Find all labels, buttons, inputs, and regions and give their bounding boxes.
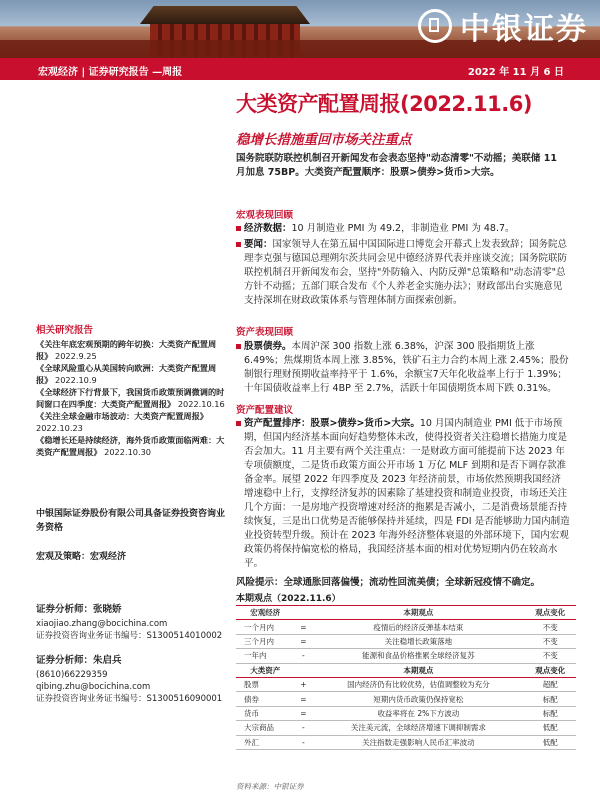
bullet-text: 国家领导人在第五届中国国际进口博览会开幕式上发表致辞；国务院总理李克强与德国总理朔尔茨共同会见中德经济界代表并座谈交流；国务院联防联控机制召开新闻发布会，坚持"外防输入、内防反弹"总策略和"动态清零"总方针不动摇；五部门联合发布《个人养老金实施办法》；财政部出台实施意见支持深圳在财政政策体系与管理体制方面探索创新。 bbox=[244, 239, 568, 306]
analyst-block bbox=[36, 655, 226, 705]
org-qualification: 中银国际证券股份有限公司具备证券投资咨询业务资格 bbox=[36, 509, 226, 533]
section-alloc-title: 资产配置建议 bbox=[236, 405, 294, 416]
related-report-date: 2022.9.25 bbox=[55, 351, 97, 361]
table-cell: 三个月内 bbox=[236, 634, 295, 648]
table-header-cell: 本期观点 bbox=[312, 606, 524, 620]
table-cell: 大宗商品 bbox=[236, 721, 295, 735]
table-cell: 低配 bbox=[525, 735, 577, 749]
related-report-title: 《稳增长还是持续经济，海外货币政策面临两难：大类资产配置周报》 bbox=[36, 435, 225, 457]
report-title: 大类资产配置周报(2022.11.6) bbox=[236, 92, 532, 116]
table-cell: 一个月内 bbox=[236, 620, 295, 634]
bullet-label: 资产配置排序：股票>债券>货币>大宗。 bbox=[244, 418, 420, 429]
table-cell: 疫情后的经济反弹基本结束 bbox=[312, 620, 524, 634]
table-row bbox=[236, 735, 576, 749]
table-cell: 低配 bbox=[525, 721, 577, 735]
report-category: 宏观经济 | 证券研究报告 —周报 bbox=[38, 67, 183, 78]
related-reports-title: 相关研究报告 bbox=[36, 325, 94, 336]
report-subtitle: 稳增长措施重回市场关注重点 bbox=[236, 132, 412, 148]
bullet-label: 经济数据： bbox=[244, 223, 292, 234]
section-macro-title: 宏观表现回顾 bbox=[236, 210, 294, 221]
table-cell: 不变 bbox=[525, 634, 577, 648]
related-report[interactable] bbox=[36, 338, 226, 362]
table-row bbox=[236, 692, 576, 706]
table-cell: 债券 bbox=[236, 692, 295, 706]
bank-logo-icon bbox=[418, 9, 452, 43]
table-cell: 超配 bbox=[525, 677, 577, 691]
related-report-date: 2022.10.9 bbox=[55, 375, 97, 385]
view-table-title: 本期观点（2022.11.6） bbox=[236, 594, 341, 604]
table-header-cell bbox=[295, 606, 313, 620]
table-cell: = bbox=[295, 634, 313, 648]
table-cell: 标配 bbox=[525, 692, 577, 706]
table-header-cell bbox=[295, 663, 313, 677]
bullet-label: 要闻： bbox=[244, 239, 273, 250]
bullet-text: 10 月国内制造业 PMI 低于市场预期，但国内经济基本面向好趋势整体未改，使得投资者关注稳增长措施力度是否会加大。11 月主要有两个关注重点：一是财政方面可能提前下达 2023 年专项债额度，二是货币政策方面公开市场 1 万亿 MLF 到期和是否下调存款准备金率。展望 2022 年四季度及 2023 年经济前景，市场依然预期我国经济增速稳中上行，支撑经济复苏的因素除了基建投资和制造业投资，市场还关注几个方面：一是房地产投资增速对经济的拖累是否减小，二是消费场景能否持续恢复，三是出口优势是否能够保持并延续，四是 FDI 是否能够助力国内制造业投资转型升级。预计在 2023 年海外经济整体衰退的外部环境下，国内宏观政策仍将保持偏宽松的格局，我国经济基本面的相对优势短期内仍在较高水平。 bbox=[244, 418, 570, 569]
table-header-cell: 大类资产 bbox=[236, 663, 295, 677]
table-header-cell: 宏观经济 bbox=[236, 606, 295, 620]
table-cell: 一年内 bbox=[236, 649, 295, 663]
table-cell: 货币 bbox=[236, 706, 295, 720]
table-cell: + bbox=[295, 677, 313, 691]
table-header-row bbox=[236, 663, 576, 677]
analyst-phone: (8610)66229359 bbox=[36, 670, 108, 680]
table-cell: 不变 bbox=[525, 649, 577, 663]
table-row bbox=[236, 620, 576, 634]
related-report-date: 2022.10.16 bbox=[177, 399, 225, 409]
table-source: 资料来源：中银证券 bbox=[236, 782, 304, 791]
table-cell: 关注美元流，全球经济增速下调抑制需求 bbox=[312, 721, 524, 735]
bullet-asset bbox=[244, 340, 570, 396]
report-topbar bbox=[0, 58, 600, 80]
table-cell: 短期内货币政策仍保持宽松 bbox=[312, 692, 524, 706]
related-report-title: 《全球风险重心从美国转向欧洲：大类资产配置周报》 bbox=[36, 363, 217, 385]
brand-name: 中银证券 bbox=[460, 12, 588, 47]
bullet-news bbox=[244, 238, 570, 308]
table-header-cell: 本期观点 bbox=[312, 663, 524, 677]
related-report[interactable] bbox=[36, 362, 226, 386]
table-cell: - bbox=[295, 735, 313, 749]
table-cell: - bbox=[295, 649, 313, 663]
analyst-email[interactable]: xiaojiao.zhang@bocichina.com bbox=[36, 619, 168, 629]
section-asset-title: 资产表现回顾 bbox=[236, 327, 294, 338]
table-cell: = bbox=[295, 692, 313, 706]
related-report-title: 《关注年底宏观预期的跨年切换：大类资产配置周报》 bbox=[36, 339, 217, 361]
table-row bbox=[236, 721, 576, 735]
bullet-text: 本周沪深 300 指数上涨 6.38%，沪深 300 股指期货上涨 6.49%；焦煤期货本周上涨 3.85%，铁矿石主力合约本周上涨 2.45%；股份制银行理财预期收益率持平于 1.6%，余额宝7天年化收益率上行于 1.39%；十年国债收益率上行 4BP 至 2.7%，活跃十年国债期货本周下跌 0.31%。 bbox=[244, 341, 569, 394]
table-cell: 关注指数走强影响人民币汇率波动 bbox=[312, 735, 524, 749]
table-cell: 外汇 bbox=[236, 735, 295, 749]
table-header-cell: 观点变化 bbox=[525, 663, 577, 677]
view-table bbox=[236, 605, 576, 750]
coverage-area: 宏观及策略：宏观经济 bbox=[36, 552, 127, 562]
related-report[interactable] bbox=[36, 434, 226, 458]
bullet-alloc bbox=[244, 417, 570, 571]
table-row bbox=[236, 677, 576, 691]
related-report-date: 2022.10.30 bbox=[104, 447, 152, 457]
analyst-cert: 证券投资咨询业务证书编号：S1300516090001 bbox=[36, 694, 223, 704]
table-cell: 国内经济仍有比较优势，估值调整较为充分 bbox=[312, 677, 524, 691]
table-cell: = bbox=[295, 620, 313, 634]
table-header-row bbox=[236, 606, 576, 620]
table-cell: = bbox=[295, 706, 313, 720]
analyst-email[interactable]: qibing.zhu@bocichina.com bbox=[36, 682, 151, 692]
risk-warning: 风险提示：全球通胀回落偏慢；流动性回流美债；全球新冠疫情不确定。 bbox=[236, 577, 541, 588]
table-cell: 关注稳增长政策落地 bbox=[312, 634, 524, 648]
analyst-cert: 证券投资咨询业务证书编号：S1300514010002 bbox=[36, 631, 223, 641]
table-row bbox=[236, 706, 576, 720]
bullet-econ-data bbox=[244, 222, 570, 236]
analyst-name: 证券分析师：张晓娇 bbox=[36, 604, 122, 615]
analyst-block bbox=[36, 604, 226, 642]
table-cell: 标配 bbox=[525, 706, 577, 720]
table-cell: 不变 bbox=[525, 620, 577, 634]
related-report-title: 《全球经济下行背景下，我国货币政策预调微调的时间窗口在四季度：大类资产配置周报》 bbox=[36, 387, 225, 409]
report-lead: 国务院联防联控机制召开新闻发布会表态坚持"动态清零"不动摇；美联储 11 月加息 75BP。大类资产配置顺序：股票>债券>货币>大宗。 bbox=[236, 153, 557, 178]
banner-roof bbox=[140, 6, 310, 24]
table-row bbox=[236, 649, 576, 663]
related-report[interactable] bbox=[36, 410, 226, 434]
related-reports-list bbox=[36, 338, 226, 458]
report-date: 2022 年 11 月 6 日 bbox=[467, 67, 564, 78]
brand-logo bbox=[418, 4, 588, 48]
analyst-name: 证券分析师：朱启兵 bbox=[36, 655, 122, 666]
table-row bbox=[236, 634, 576, 648]
table-cell: 股票 bbox=[236, 677, 295, 691]
table-cell: - bbox=[295, 721, 313, 735]
related-report[interactable] bbox=[36, 386, 226, 410]
bullet-label: 股票债券。 bbox=[244, 341, 292, 352]
table-cell: 收益率将在 2%下方波动 bbox=[312, 706, 524, 720]
header-banner bbox=[0, 0, 600, 58]
table-cell: 能源和食品价格推累全球经济复苏 bbox=[312, 649, 524, 663]
related-report-title: 《关注全球金融市场波动：大类资产配置周报》 bbox=[36, 411, 208, 421]
related-report-date: 2022.10.23 bbox=[36, 423, 83, 433]
bullet-text: 10 月制造业 PMI 为 49.2，非制造业 PMI 为 48.7。 bbox=[291, 223, 515, 234]
table-header-cell: 观点变化 bbox=[525, 606, 577, 620]
